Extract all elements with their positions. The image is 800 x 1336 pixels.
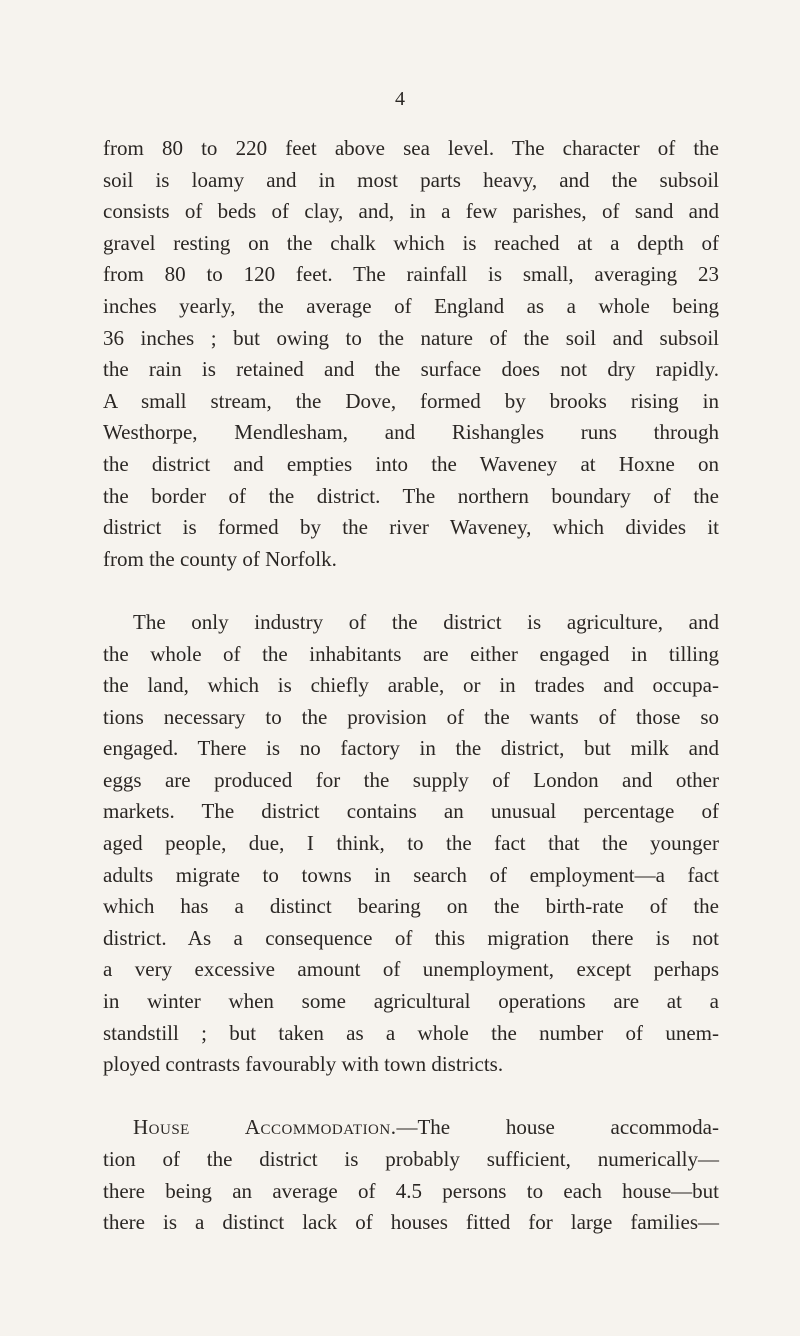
text-line: there is a distinct lack of houses fitted for large families— (103, 1210, 719, 1235)
text-line (103, 1112, 719, 1144)
text-line: the land, which is chiefly arable, or in trades and occupa- (103, 673, 719, 698)
paragraph-house-accommodation (103, 1112, 719, 1238)
text-line: Westhorpe, Mendlesham, and Rishangles runs through (103, 420, 719, 445)
text-line: gravel resting on the chalk which is reached at a depth of (103, 230, 719, 255)
text-line: A small stream, the Dove, formed by brooks rising in (103, 388, 719, 413)
text-line: there being an average of 4.5 persons to each house—but (103, 1178, 719, 1203)
text-line: which has a distinct bearing on the birth-rate of the (103, 894, 719, 919)
text-line: aged people, due, I think, to the fact that the younger (103, 831, 719, 856)
paragraph-industry (103, 607, 719, 1081)
text-line: standstill ; but taken as a whole the number of unem- (103, 1020, 719, 1045)
text-line: the whole of the inhabitants are either engaged in tilling (103, 641, 719, 666)
text-line: the district and empties into the Waveney at Hoxne on (103, 451, 719, 476)
text-line: from the county of Norfolk. (103, 546, 337, 571)
text-line: tions necessary to the provision of the wants of those so (103, 704, 719, 729)
text-line: inches yearly, the average of England as a whole being (103, 293, 719, 318)
section-heading: House Accommodation. (133, 1115, 397, 1140)
text-line: from 80 to 120 feet. The rainfall is small, averaging 23 (103, 262, 719, 287)
text-line: from 80 to 220 feet above sea level. The character of the (103, 136, 719, 160)
text-line: consists of beds of clay, and, in a few parishes, of sand and (103, 199, 719, 224)
text-line: in winter when some agricultural operations are at a (103, 989, 719, 1014)
text-line: the border of the district. The northern boundary of the (103, 483, 719, 508)
page-number: 4 (395, 88, 405, 110)
text-line: a very excessive amount of unemployment, except perhaps (103, 957, 719, 982)
text-line: The only industry of the district is agriculture, and (133, 609, 719, 634)
text-line: markets. The district contains an unusual percentage of (103, 799, 719, 824)
text-line: district. As a consequence of this migration there is not (103, 925, 719, 950)
text-line: the rain is retained and the surface does not dry rapidly. (103, 357, 719, 382)
text-line: ployed contrasts favourably with town districts. (103, 1052, 504, 1077)
text-line: tion of the district is probably sufficient, numerically— (103, 1147, 719, 1171)
text-line: eggs are produced for the supply of London and other (103, 767, 719, 792)
text-line: 36 inches ; but owing to the nature of the soil and subsoil (103, 325, 719, 350)
text-line: district is formed by the river Waveney, which divides it (103, 515, 719, 540)
body-text (103, 133, 719, 1239)
text-line: adults migrate to towns in search of employment—a fact (103, 862, 719, 887)
text-line: soil is loamy and in most parts heavy, and the subsoil (103, 167, 719, 192)
text-run: —The house accommoda- (396, 1115, 719, 1140)
paragraph-geography (103, 133, 719, 575)
text-line: engaged. There is no factory in the district, but milk and (103, 736, 719, 761)
